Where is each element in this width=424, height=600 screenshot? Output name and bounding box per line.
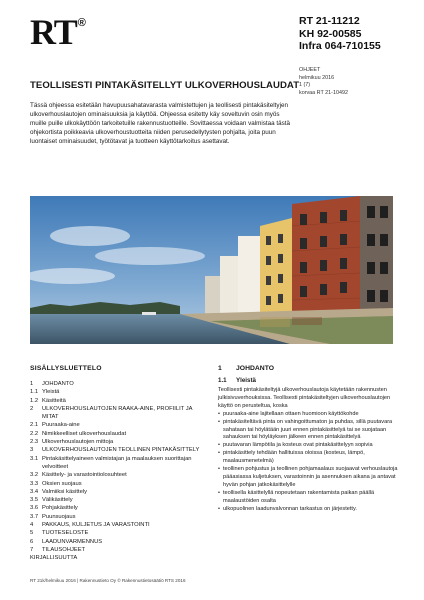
toc-item: 2 ULKOVERHOUSLAUTOJEN RAAKA-AINE, PROFIILIT JA MITAT xyxy=(30,405,193,421)
table-of-contents xyxy=(30,365,200,563)
toc-heading: SISÄLLYSLUETTELO xyxy=(30,365,102,372)
doc-page: 1 (7) xyxy=(299,82,311,89)
toc-item: KIRJALLISUUTTA xyxy=(30,555,78,562)
doc-replaces: korvaa RT 21-10492 xyxy=(299,89,348,96)
list-item: • teollisella käsittelyllä nopeutetaan rakentamista paikan päällä maalaustöiden osalta xyxy=(218,490,398,506)
code-kh: KH 92-00585 xyxy=(299,27,362,40)
page-title: TEOLLISESTI PINTAKÄSITELLYT ULKOVERHOUSLAUDAT xyxy=(30,80,300,91)
toc-item: 5 TUOTESELOSTE xyxy=(30,530,89,537)
list-item: • ulkopuolinen laadunvalvonnan tarkastus on järjestetty. xyxy=(218,506,398,514)
page-footer: RT 21k/helmikuu 2016 | Rakennustieto Oy © Rakennustietosäätiö RTS 2016 xyxy=(30,578,186,583)
toc-item: 1 JOHDANTO xyxy=(30,381,74,387)
toc-item: 7 TILAUSOHJEET xyxy=(30,546,86,553)
document-codes xyxy=(299,15,381,53)
section-heading: 1 JOHDANTO xyxy=(218,365,275,372)
toc-item: 3 ULKOVERHOUSLAUTOJEN TEOLLINEN PINTAKÄSITTELY xyxy=(30,447,200,454)
doc-date: helmikuu 2016 xyxy=(299,74,335,81)
doc-type: OHJEET xyxy=(299,67,321,73)
toc-item: 1.1 Yleistä xyxy=(30,389,60,396)
body-paragraph: Teollisesti pintakäsiteltyjä ulkoverhouslautoja käytetään rakennusten julkisivuverhouksissa. Teollisesti pintakäsiteltyjen ulkoverhouslautojen käyttö on perusteltua, koska xyxy=(218,387,391,409)
list-item: • pintakäsittely tehdään hallituissa oloissa (kosteus, lämpö, maalausmenetelmä) xyxy=(218,450,398,466)
intro-paragraph: Tässä ohjeessa esitetään havupuusahatavarasta valmistettujen ja teollisesti pintakäsiteltyjen ulkoverhouslautojen ominaisuuksia ja käyttöä. Ohjeessa esitetty käy soveltuvin osin myös muille puille ulkokäyttöön tarkoitetuille rakennustuotteille. Sovittaessa voidaan valmistaa tästä ohjekortista poikkeavia ulkoverhoustuotteita niiden perusedellytysten pohjalta, joita puun luontaiset ominaisuudet, työtötavat ja tuotteen käyttötarkoitus asettavat. xyxy=(30,102,291,146)
list-item: • pintakäsiteltävä pinta on vahingoittumaton ja puhdas, sillä puutavara sahataan tai höylätään juuri ennen pintakäsittelyä tai se suojataan sahauksen tai höyläyksen jälkeen ennen pintakäsittelyä xyxy=(218,419,398,443)
toc-item: 4 PAKKAUS, KULJETUS JA VARASTOINTI xyxy=(30,522,150,529)
document-meta xyxy=(299,67,348,97)
building-photo xyxy=(30,196,393,344)
toc-item: 1.2 Käsitteitä xyxy=(30,397,66,404)
toc-item: 3.1 Pintakäsittelyaineen valmistajan ja maalauksen suorittajan velvoitteet xyxy=(30,455,192,470)
list-item: • puutavaran lämpötila ja kosteus ovat pintakäsittelyyn sopivia xyxy=(218,442,398,450)
rt-logo: RT® xyxy=(30,12,85,52)
subsection-heading: 1.1 Yleistä xyxy=(218,377,256,384)
bullet-list xyxy=(218,411,398,514)
code-rt: RT 21-11212 xyxy=(299,15,360,27)
toc-item: 3.5 Välikäsittely xyxy=(30,497,73,504)
list-item: • puuraaka-aine lajitellaan ottaen huomioon käyttökohde xyxy=(218,411,398,419)
code-infra: Infra 064-710155 xyxy=(299,40,381,52)
toc-item: 6 LAADUNVARMENNUS xyxy=(30,538,103,545)
toc-item: 3.7 Puunsuojaus xyxy=(30,513,76,520)
body-section xyxy=(218,365,398,514)
toc-item: 3.3 Oksien suojaus xyxy=(30,480,82,487)
toc-item: 3.4 Valmiiksi käsittely xyxy=(30,488,87,495)
list-item: • teollinen pohjustus ja teollinen pohjamaalaus suojaavat verhouslautoja pääasiassa kuljetuksen, varastoinnin ja asennuksen aikana ja antavat hyvän pohjan jatkokäsittelylle xyxy=(218,466,398,490)
toc-item: 2.1 Puuraaka-aine xyxy=(30,422,80,429)
toc-item: 3.2 Käsittely- ja varastointiolosuhteet xyxy=(30,472,127,479)
registered-mark: ® xyxy=(77,17,85,29)
toc-item: 2.3 Ulkoverhouslautojen mittoja xyxy=(30,439,114,446)
toc-item: 3.6 Pohjakäsittely xyxy=(30,505,78,512)
toc-item: 2.2 Nimikkeelliset ulkoverhouslaudat xyxy=(30,430,127,437)
